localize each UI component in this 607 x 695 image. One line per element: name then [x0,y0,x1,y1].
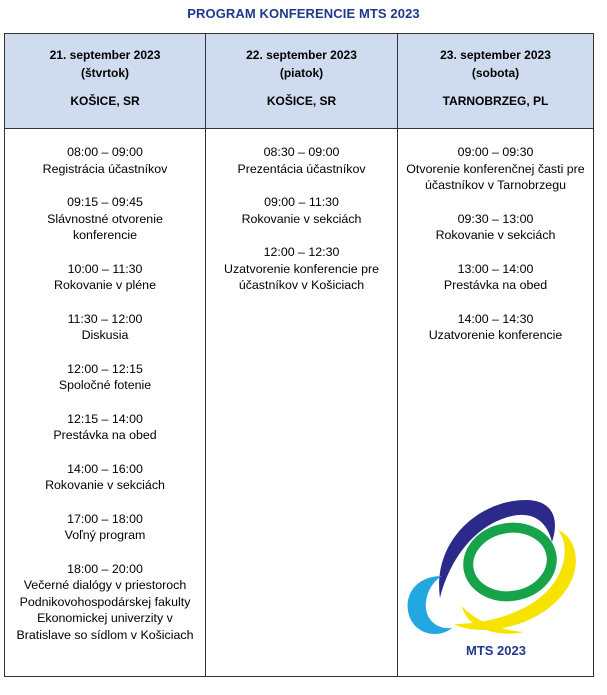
entry-time: 11:30 – 12:00 [67,311,143,326]
day-date: 21. september 2023 [49,48,161,62]
day-schedule-3 [398,129,593,361]
day-header-3 [398,34,593,129]
schedule-entry [5,561,205,644]
entry-time: 09:30 – 13:00 [457,211,534,226]
entry-time: 13:00 – 14:00 [457,261,534,276]
entry-time: 17:00 – 18:00 [67,511,143,526]
entry-description: Uzatvorenie konferencie [428,328,563,342]
schedule-entry [206,194,397,227]
entry-description: Rokovanie v sekciách [435,228,556,242]
schedule-entry [398,211,593,244]
schedule-entry [206,244,397,294]
entry-time: 09:00 – 11:30 [264,195,339,209]
entry-description: Večerné dialógy v priestoroch Podnikovohospodárskej fakulty Ekonomickej univerzity v Bratislave so sídlom v Košiciach [16,578,194,642]
entry-description: Otvorenie konferenčnej časti pre účastníkov v Tarnobrzegu [406,161,585,192]
day-column-1 [5,34,205,676]
entry-time: 12:15 – 14:00 [67,411,143,426]
schedule-entry [5,361,205,394]
entry-description: Rokovanie v sekciách [45,478,165,492]
schedule-entry [5,311,205,344]
entry-description: Prestávka na obed [53,428,157,442]
day-column-2 [205,34,397,676]
entry-description: Slávnostné otvorenie konferencie [47,211,163,242]
entry-time: 12:00 – 12:30 [263,245,340,259]
logo-caption: MTS 2023 [466,643,526,658]
day-column-3 [397,34,593,676]
schedule-entry [5,194,205,244]
entry-time: 10:00 – 11:30 [67,261,143,276]
schedule-entry [5,144,205,177]
schedule-entry [206,144,397,177]
entry-time: 12:00 – 12:15 [67,361,143,376]
schedule-entry [5,261,205,294]
day-place: TARNOBRZEG, PL [442,94,549,108]
schedule-entry [398,311,593,344]
entry-time: 18:00 – 20:00 [67,561,143,576]
entry-description: Prezentácia účastníkov [237,161,366,176]
entry-description: Diskusia [81,328,129,342]
entry-time: 09:15 – 09:45 [67,195,143,209]
entry-time: 14:00 – 14:30 [457,311,534,326]
day-schedule-2 [206,129,397,311]
schedule-entry [398,261,593,294]
day-weekday: (piatok) [279,66,324,80]
entry-time: 09:00 – 09:30 [457,145,534,159]
day-place: KOŠICE, SR [70,94,140,108]
day-place: KOŠICE, SR [266,94,337,108]
day-date: 23. september 2023 [440,48,551,62]
entry-description: Rokovanie v pléne [54,278,156,292]
mts-rings-logo-icon [402,478,590,643]
entry-description: Rokovanie v sekciách [241,211,362,226]
schedule-table [4,33,594,677]
entry-description: Voľný program [64,528,146,542]
day-schedule-1 [5,129,205,643]
day-weekday: (sobota) [471,66,520,80]
entry-description: Prestávka na obed [443,278,548,292]
entry-time: 08:30 – 09:00 [263,145,340,159]
schedule-entry [5,511,205,544]
mts-logo [402,478,590,668]
entry-description: Registrácia účastníkov [42,161,168,176]
schedule-entry [5,411,205,444]
day-date: 22. september 2023 [246,48,357,62]
entry-description: Spoločné fotenie [58,378,152,392]
day-header-2 [206,34,397,129]
entry-time: 08:00 – 09:00 [67,145,143,159]
entry-description: Uzatvorenie konferencie pre účastníkov v Košiciach [224,261,379,292]
schedule-entry [5,461,205,494]
entry-time: 14:00 – 16:00 [67,461,143,476]
schedule-entry [398,144,593,194]
page-title: PROGRAM KONFERENCIE MTS 2023 [187,6,420,21]
day-weekday: (štvrtok) [80,66,129,80]
day-header-1 [5,34,205,129]
